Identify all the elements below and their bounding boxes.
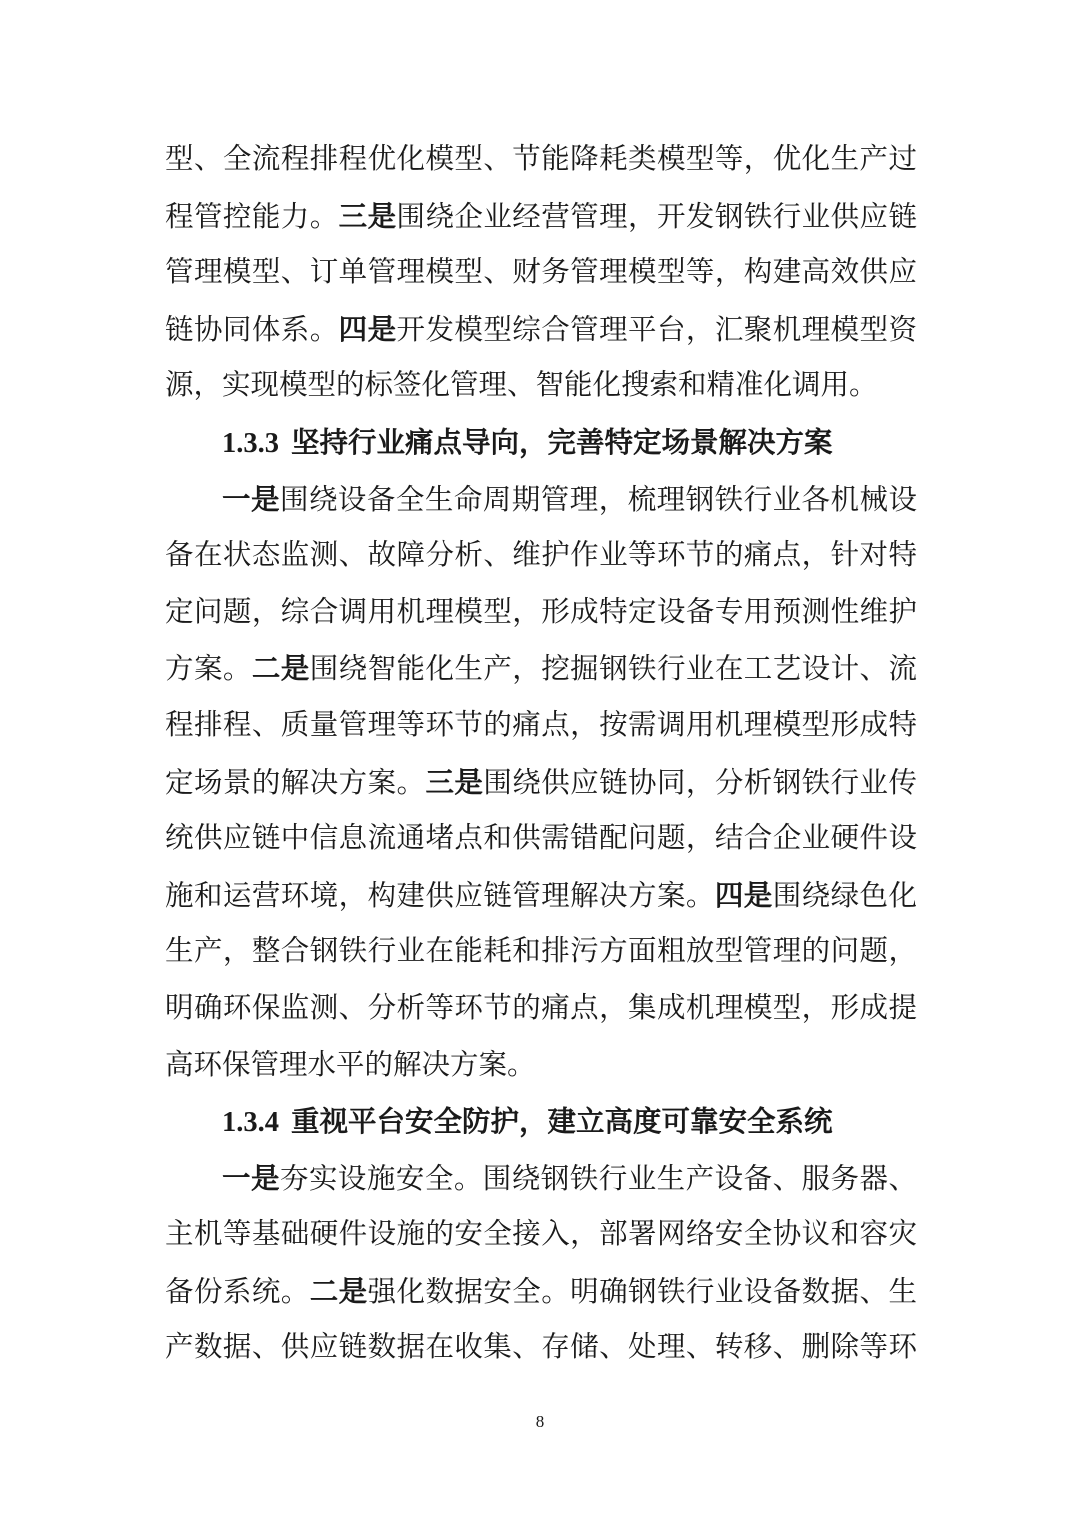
text-line [165, 188, 917, 245]
section-heading-1-3-4 [165, 1093, 917, 1150]
text-line [165, 867, 917, 924]
text-line: 高环保管理水平的解决方案。 [165, 1047, 536, 1081]
text-line [165, 1150, 917, 1207]
section-number: 1.3.3 [222, 427, 279, 459]
text-line: 管理模型、订单管理模型、财务管理模型等，构建高效供应 [165, 255, 917, 289]
text-span: 围绕企业经营管理，开发钢铁行业供应链 [396, 199, 917, 233]
text-line: 统供应链中信息流通堵点和供需错配问题，结合企业硬件设 [165, 821, 917, 855]
page-number: 8 [535, 1412, 545, 1431]
emphasis-text: 一是 [222, 481, 280, 516]
text-line: 型、全流程排程优化模型、节能降耗类模型等，优化生产过 [165, 142, 917, 175]
text-span: 围绕智能化生产，挖掘钢铁行业在工艺设计、流 [309, 652, 917, 686]
text-span: 备份系统。 [165, 1274, 310, 1308]
section-title: 重视平台安全防护，建立高度可靠安全系统 [291, 1104, 833, 1139]
emphasis-text: 三是 [425, 764, 484, 799]
text-line: 定问题，综合调用机理模型，形成特定设备专用预测性维护 [165, 594, 917, 628]
paragraph-1 [165, 131, 917, 414]
text-line: 源，实现模型的标签化管理、智能化搜索和精准化调用。 [165, 368, 878, 402]
text-line: 明确环保监测、分析等环节的痛点，集成机理模型，形成提 [165, 990, 917, 1024]
text-span: 围绕设备全生命周期管理，梳理钢铁行业各机械设 [279, 482, 917, 516]
text-line [165, 1263, 917, 1320]
text-span: 强化数据安全。明确钢铁行业设备数据、生 [367, 1274, 917, 1308]
text-line [165, 471, 917, 528]
text-span: 围绕供应链协同，分析钢铁行业传 [483, 765, 917, 799]
emphasis-text: 三是 [338, 198, 397, 233]
text-span: 方案。 [165, 652, 252, 686]
text-line [165, 754, 917, 811]
text-line [165, 301, 917, 358]
text-span: 链协同体系。 [165, 312, 339, 346]
text-span: 夯实设施安全。围绕钢铁行业生产设备、服务器、 [279, 1161, 917, 1195]
text-line: 备在状态监测、故障分析、维护作业等环节的痛点，针对特 [165, 538, 917, 572]
document-body [165, 131, 917, 1376]
text-line: 生产，整合钢铁行业在能耗和排污方面粗放型管理的问题， [165, 934, 917, 968]
emphasis-text: 四是 [338, 311, 397, 346]
emphasis-text: 一是 [222, 1160, 280, 1195]
section-title: 坚持行业痛点导向，完善特定场景解决方案 [291, 424, 833, 459]
text-span: 开发模型综合管理平台，汇聚机理模型资 [396, 312, 917, 346]
paragraph-2 [165, 471, 917, 1094]
paragraph-3 [165, 1150, 917, 1376]
text-span: 围绕绿色化 [772, 878, 917, 912]
emphasis-text: 二是 [309, 1273, 368, 1308]
text-span: 施和运营环境，构建供应链管理解决方案。 [165, 878, 715, 912]
text-span: 定场景的解决方案。 [165, 765, 426, 799]
section-heading-1-3-3 [165, 414, 917, 471]
text-line: 产数据、供应链数据在收集、存储、处理、转移、删除等环 [165, 1330, 917, 1364]
text-line: 主机等基础硬件设施的安全接入，部署网络安全协议和容灾 [165, 1217, 917, 1251]
text-line [165, 640, 917, 697]
emphasis-text: 二是 [251, 651, 310, 686]
text-line: 程排程、质量管理等环节的痛点，按需调用机理模型形成特 [165, 707, 917, 741]
section-number: 1.3.4 [222, 1107, 279, 1139]
emphasis-text: 四是 [714, 877, 773, 912]
text-span: 程管控能力。 [165, 199, 339, 233]
